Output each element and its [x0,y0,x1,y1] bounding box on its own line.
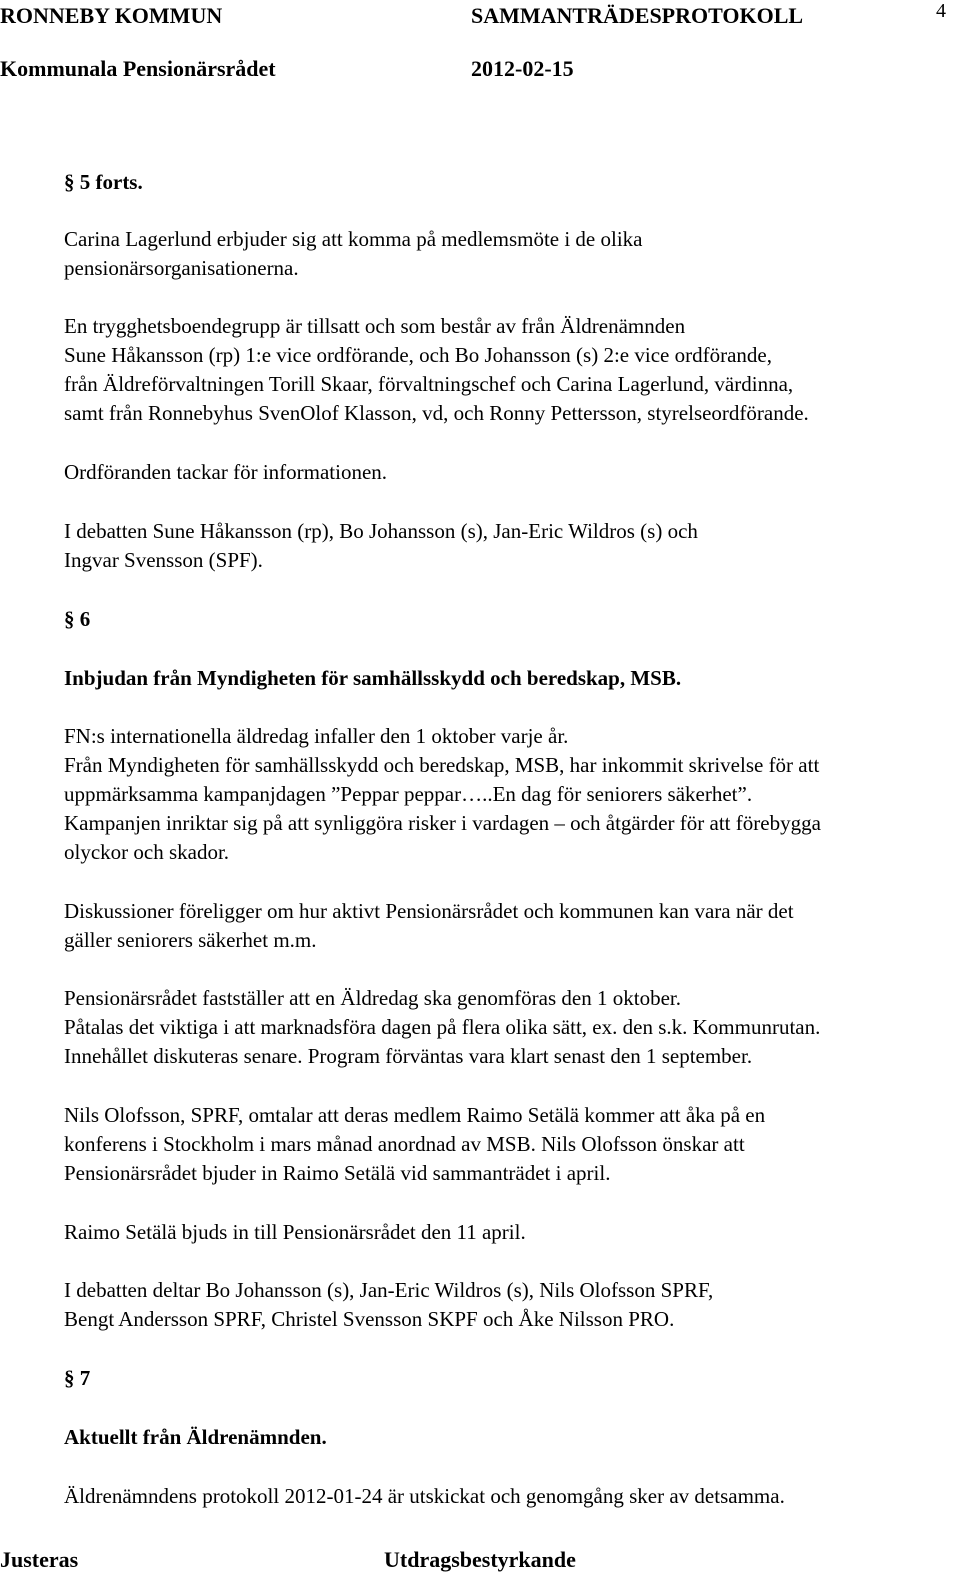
footer-utdragsbestyrkande: Utdragsbestyrkande [384,1547,576,1572]
sec7-p1: Äldrenämndens protokoll 2012-01-24 är utskickat och genomgång sker av detsamma. [64,1484,785,1508]
sec5-p2-line3: från Äldreförvaltningen Torill Skaar, förvaltningschef och Carina Lagerlund, värdinna, [64,372,794,396]
sec6-p1-line1: FN:s internationella äldredag infaller den 1 oktober varje år. [64,724,569,748]
sec6-p4-line3: Pensionärsrådet bjuder in Raimo Setälä vid sammanträdet i april. [64,1161,611,1185]
sec6-p3-line3: Innehållet diskuteras senare. Program förväntas vara klart senast den 1 september. [64,1044,753,1068]
sec5-p2-line4: samt från Ronnebyhus SvenOlof Klasson, vd, och Ronny Pettersson, styrelseordförande. [64,401,809,425]
document-type: SAMMANTRÄDESPROTOKOLL [471,3,804,28]
sec6-p1-line3: uppmärksamma kampanjdagen ”Peppar peppar…..En dag för seniorers säkerhet”. [64,782,753,806]
section-7-heading: § 7 [64,1366,91,1390]
sec5-p1-line2: pensionärsorganisationerna. [64,256,299,280]
section-5-heading: § 5 forts. [64,170,143,194]
sec6-p6-line1: I debatten deltar Bo Johansson (s), Jan-Eric Wildros (s), Nils Olofsson SPRF, [64,1278,714,1302]
meeting-date: 2012-02-15 [471,56,574,81]
sec5-p2-line2: Sune Håkansson (rp) 1:e vice ordförande, och Bo Johansson (s) 2:e vice ordförande, [64,343,772,367]
section-6-title: Inbjudan från Myndigheten för samhällsskydd och beredskap, MSB. [64,666,682,690]
sec6-p5: Raimo Setälä bjuds in till Pensionärsrådet den 11 april. [64,1220,526,1244]
page-number: 4 [936,0,946,22]
sec6-p4-line2: konferens i Stockholm i mars månad anordnad av MSB. Nils Olofsson önskar att [64,1132,745,1156]
sec5-p1-line1: Carina Lagerlund erbjuder sig att komma på medlemsmöte i de olika [64,227,643,251]
sec5-p4-line1: I debatten Sune Håkansson (rp), Bo Johansson (s), Jan-Eric Wildros (s) och [64,519,698,543]
sec6-p3-line1: Pensionärsrådet fastställer att en Äldredag ska genomföras den 1 oktober. [64,986,681,1010]
sec6-p2-line2: gäller seniorers säkerhet m.m. [64,928,317,952]
sec5-p4-line2: Ingvar Svensson (SPF). [64,548,263,572]
sec6-p1-line4: Kampanjen inriktar sig på att synliggöra risker i vardagen – och åtgärder för att förebygga [64,811,821,835]
org-name: RONNEBY KOMMUN [0,3,223,28]
sec6-p6-line2: Bengt Andersson SPRF, Christel Svensson SKPF och Åke Nilsson PRO. [64,1307,675,1331]
sec6-p1-line2: Från Myndigheten för samhällsskydd och beredskap, MSB, har inkommit skrivelse för att [64,753,820,777]
sec6-p3-line2: Påtalas det viktiga i att marknadsföra dagen på flera olika sätt, ex. den s.k. Kommunrutan. [64,1015,821,1039]
sec6-p4-line1: Nils Olofsson, SPRF, omtalar att deras medlem Raimo Setälä kommer att åka på en [64,1103,766,1127]
section-6-heading: § 6 [64,607,91,631]
sec5-p3: Ordföranden tackar för informationen. [64,460,388,484]
footer-justeras: Justeras [0,1547,79,1572]
sec6-p1-line5: olyckor och skador. [64,840,230,864]
section-7-title: Aktuellt från Äldrenämnden. [64,1425,327,1449]
sec6-p2-line1: Diskussioner föreligger om hur aktivt Pensionärsrådet och kommunen kan vara när det [64,899,794,923]
committee-name: Kommunala Pensionärsrådet [0,56,276,81]
sec5-p2-line1: En trygghetsboendegrupp är tillsatt och som består av från Äldrenämnden [64,314,686,338]
